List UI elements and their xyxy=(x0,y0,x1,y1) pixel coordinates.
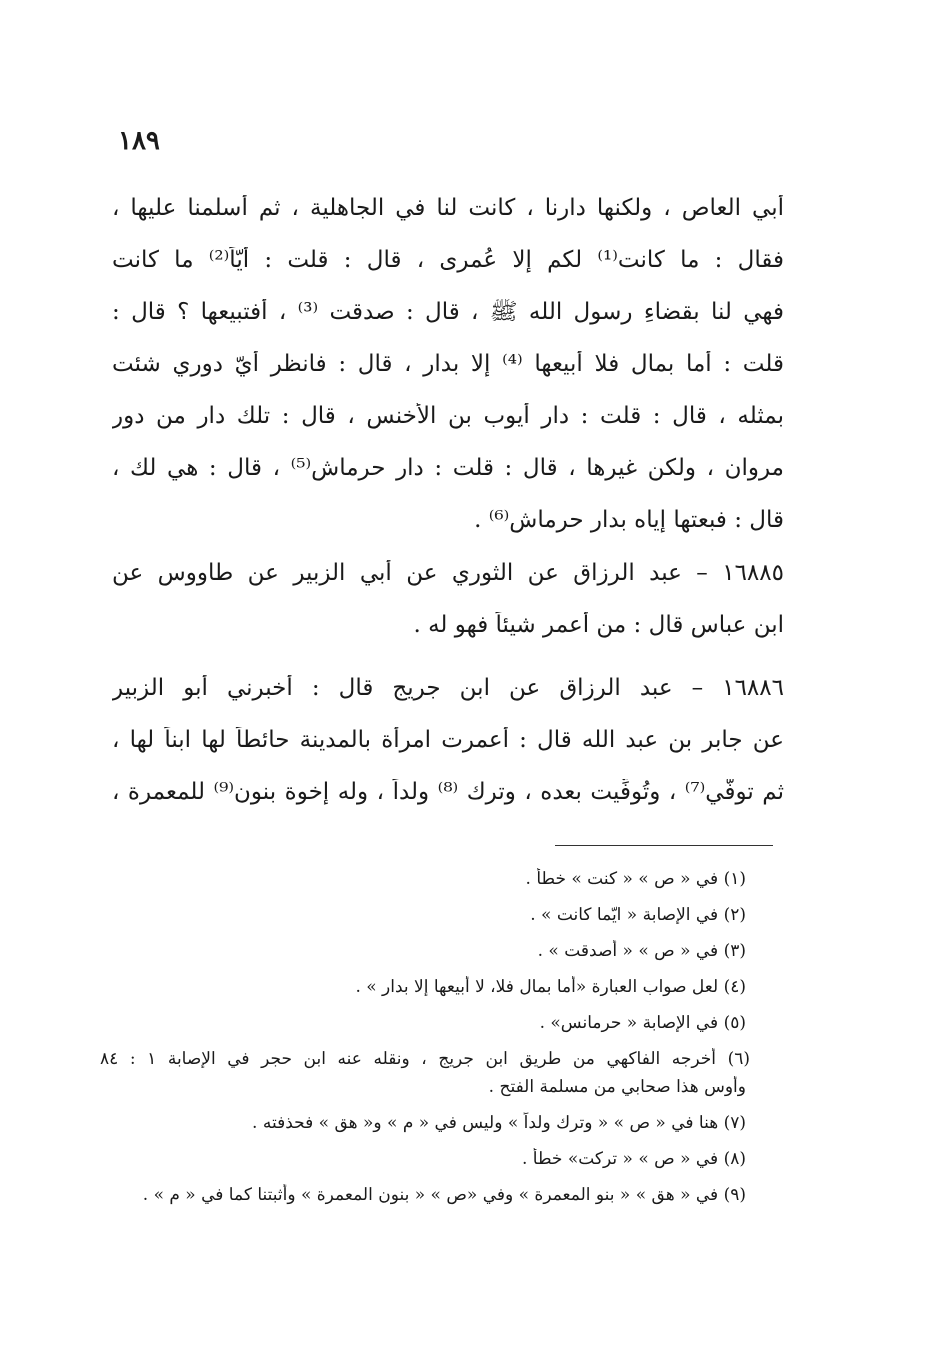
text-line: ابن عباس قال : من أُعمر شيئاً فهو له . xyxy=(413,612,784,638)
footnote: (٦) أخرجه الفاكهي من طريق ابن جريج ، ونقله عنه ابن حجر في الإصابة ١ : ٨٤ xyxy=(100,1049,750,1069)
footnotes xyxy=(100,868,790,1220)
footnote: (٩) في « هق » « بنو المعمرة » وفي «ص » « بنون المعمرة » وأثبتنا كما في « م » . xyxy=(142,1185,746,1205)
text-line: ثم توفّي⁽⁷⁾ ، وتُوفِّيت بعده ، وترك ⁽⁸⁾ ولداً ، وله إخوة بنون⁽⁹⁾ للمعمرة ، xyxy=(112,779,784,805)
text-line: قلت : أما بمال فلا أبيعها ⁽⁴⁾ إلا بدار ، قال : فانظر أيّ دوري شئت xyxy=(112,351,784,377)
text-line: فقال : ما كانت⁽¹⁾ لكم إلا عُمرى ، قال : قلت : أيّاً⁽²⁾ ما كانت xyxy=(112,247,784,273)
footnote-continuation: وأوس هذا صحابي من مسلمة الفتح . xyxy=(488,1077,746,1097)
hadith-16886 xyxy=(112,675,784,815)
footnote: (٤) لعل صواب العبارة «أما بمال فلا، لا أبيعها إلا بدار » . xyxy=(355,977,746,997)
text-line: قال : فبعتها إياه بدار حرماش⁽⁶⁾ . xyxy=(474,507,784,533)
text-line: بمثله ، قال : قلت : دار أيوب بن الأخنس ، قال : تلك دار من دور xyxy=(112,403,784,429)
text-line: فهي لنا بقضاءِ رسول الله ﷺ ، قال : صدقت ⁽³⁾ ، أفتبيعها ؟ قال : xyxy=(112,299,784,325)
footnote: (٧) هنا في « ص » « وترك ولداً » وليس في « م » و« هق » فحذفته . xyxy=(252,1113,746,1133)
paragraph-continuation xyxy=(112,195,784,543)
footnote: (٣) في « ص » « أصدقت » . xyxy=(537,941,746,961)
text-line: ١٦٨٨٥ – عبد الرزاق عن الثوري عن أبي الزبير عن طاووس عن xyxy=(112,560,784,586)
footnote: (٨) في « ص » « تركت» خطأ . xyxy=(521,1149,746,1169)
footnote: (٥) في الإصابة « حرمانس» . xyxy=(539,1013,746,1033)
page-number: ١٨٩ xyxy=(118,126,160,156)
footnote-divider xyxy=(555,845,773,846)
text-line: عن جابر بن عبد الله قال : أعمرت امرأة بالمدينة حائطاً لها ابناً لها ، xyxy=(112,727,784,753)
text-line: ١٦٨٨٦ – عبد الرزاق عن ابن جريج قال : أخبرني أبو الزبير xyxy=(112,675,784,701)
text-line: أبي العاص ، ولكنها دارنا ، كانت لنا في الجاهلية ، ثم أسلمنا عليها ، xyxy=(112,195,784,221)
footnote: (١) في « ص » « كنت » خطأ . xyxy=(525,869,746,889)
footnote: (٢) في الإصابة « ايّما كانت » . xyxy=(530,905,746,925)
text-line: مروان ، ولكن غيرها ، قال : قلت : دار حرماش⁽⁵⁾ ، قال : هي لك ، xyxy=(112,455,784,481)
hadith-16885 xyxy=(112,560,784,648)
